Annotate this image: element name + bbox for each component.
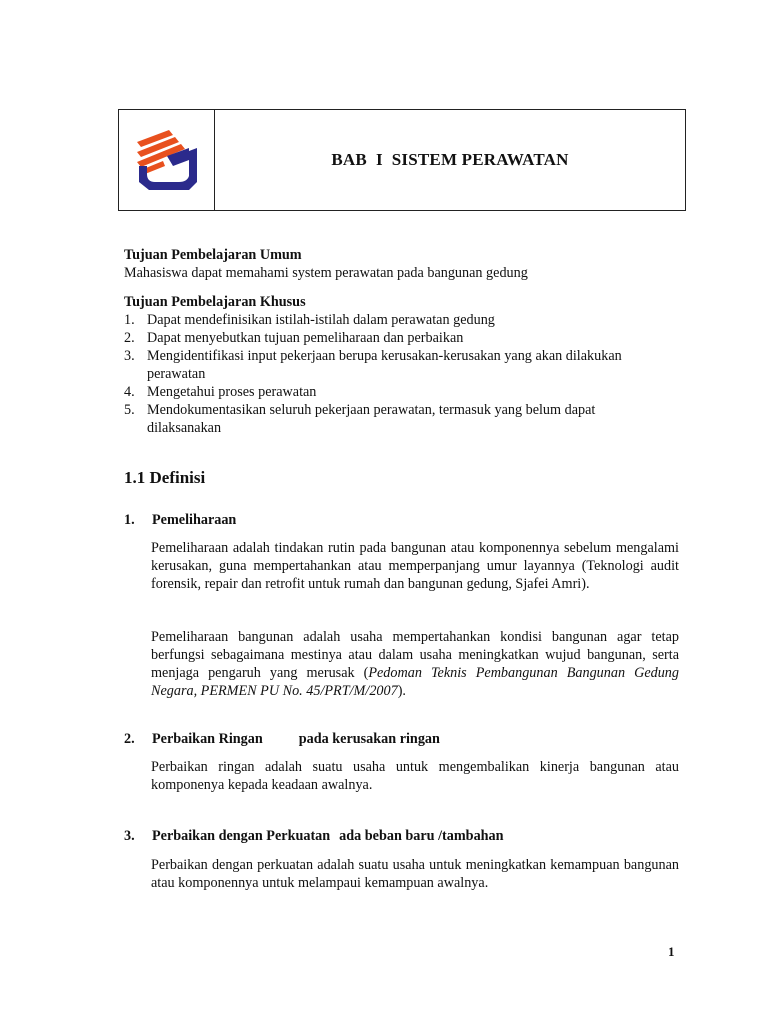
definition-title: Perbaikan dengan Perkuatan <box>152 828 331 844</box>
definition-paragraph: Perbaikan ringan adalah suatu usaha untuk mengembalikan kinerja bangunan atau komponenya kepada keadaan awalnya. <box>151 759 679 793</box>
logo-cell <box>119 110 215 210</box>
citation-italic: Pedoman Teknis Pembangunan Bangunan Gedung Negara, PERMEN PU No. 45/PRT/M/2007 <box>151 665 679 699</box>
khusus-list <box>124 311 664 437</box>
definition-title: Perbaikan Ringan <box>152 731 263 747</box>
definition-heading-pemeliharaan <box>124 512 236 529</box>
definition-heading-perbaikan-perkuatan <box>124 828 684 845</box>
umum-heading: Tujuan Pembelajaran Umum <box>124 247 302 263</box>
list-item-text: Mengidentifikasi input pekerjaan berupa kerusakan-kerusakan yang akan dilakukan <box>147 348 622 364</box>
list-item-number: 3. <box>124 348 135 364</box>
list-item-text: dilaksanakan <box>147 420 222 436</box>
chapter-header-box <box>118 109 686 211</box>
list-item-continuation <box>124 419 664 437</box>
section-title: 1.1 Definisi <box>124 468 206 487</box>
list-item-text: Dapat mendefinisikan istilah-istilah dalam perawatan gedung <box>147 312 495 328</box>
list-item-text: Mendokumentasikan seluruh pekerjaan perawatan, termasuk yang belum dapat <box>147 402 596 418</box>
list-item-number: 4. <box>124 384 135 400</box>
list-item <box>124 347 664 365</box>
page-number: 1 <box>668 944 675 959</box>
definition-paragraph <box>151 628 679 700</box>
list-item-continuation <box>124 365 664 383</box>
definition-paragraph: Pemeliharaan adalah tindakan rutin pada bangunan atau komponennya sebelum mengalami kerusakan, guna mempertahankan atau memperpanjang umur layannya (Teknologi audit forensik, repair dan retrofit untuk rumah dan bangunan gedung, Sjafei Amri). <box>151 540 679 592</box>
definition-number: 1. <box>124 512 135 528</box>
list-item <box>124 401 664 419</box>
definition-subtitle: pada kerusakan ringan <box>298 731 440 747</box>
list-item-text: perawatan <box>147 366 206 382</box>
definition-number: 2. <box>124 731 135 747</box>
list-item-text: Dapat menyebutkan tujuan pemeliharaan dan perbaikan <box>147 330 464 346</box>
definition-heading-perbaikan-ringan <box>124 731 684 748</box>
paragraph-text: Pemeliharaan bangunan adalah usaha mempertahankan kondisi bangunan agar tetap berfungsi sebagaimana mestinya atau dalam usaha meningkatkan wujud bangunan, serta menjaga pengaruh yang merusak ( <box>151 629 679 681</box>
chapter-title-text: SISTEM PERAWATAN <box>391 150 569 169</box>
khusus-heading: Tujuan Pembelajaran Khusus <box>124 294 306 310</box>
chapter-title <box>215 110 685 210</box>
definition-title: Pemeliharaan <box>152 512 237 528</box>
umum-text: Mahasiswa dapat memahami system perawatan pada bangunan gedung <box>124 265 528 281</box>
list-item-number: 1. <box>124 312 135 328</box>
chapter-title-number: I <box>375 150 383 169</box>
paragraph-text-end: ). <box>397 683 406 699</box>
chapter-title-bab: BAB <box>331 150 367 169</box>
list-item-number: 2. <box>124 330 135 346</box>
list-item-text: Mengetahui proses perawatan <box>147 384 317 400</box>
list-item-number: 5. <box>124 402 135 418</box>
definition-subtitle: ada beban baru /tambahan <box>339 828 504 844</box>
definition-paragraph: Perbaikan dengan perkuatan adalah suatu usaha untuk meningkatkan kemampuan bangunan atau komponennya untuk melampaui kemampuan awalnya. <box>151 857 679 891</box>
list-item <box>124 383 664 401</box>
list-item <box>124 329 664 347</box>
list-item <box>124 311 664 329</box>
institution-logo <box>133 126 201 194</box>
definition-number: 3. <box>124 828 135 844</box>
